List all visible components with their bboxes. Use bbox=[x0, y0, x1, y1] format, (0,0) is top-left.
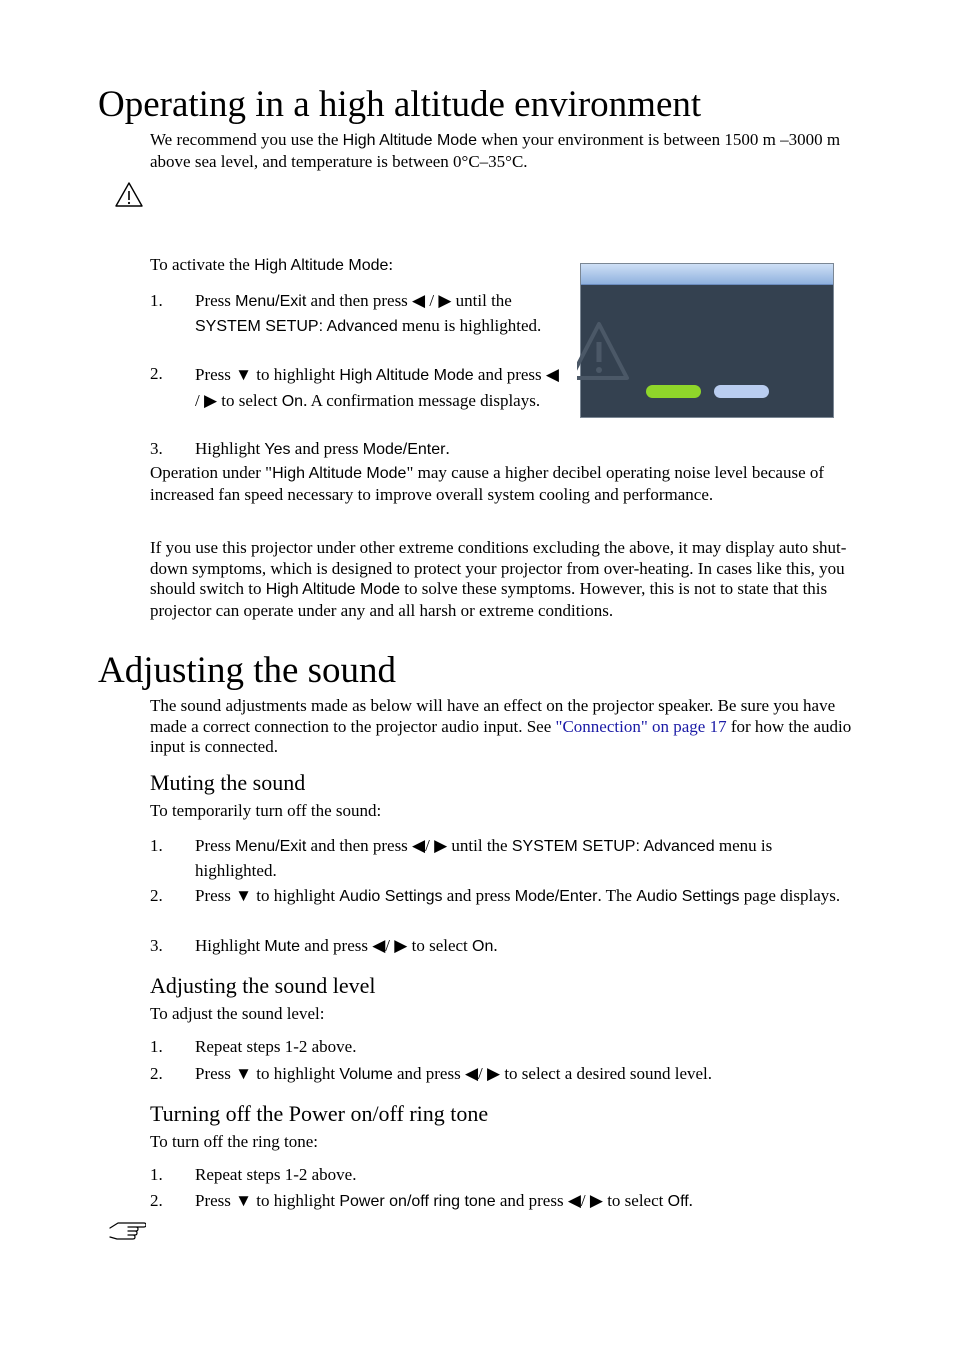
high-altitude-step-1: Press Menu/Exit and then press ◀ / ▶ until the SYSTEM SETUP: Advanced menu is highlighted. bbox=[195, 291, 542, 335]
step-number: 3. bbox=[150, 936, 163, 955]
pointing-hand-icon bbox=[108, 1220, 146, 1244]
step-number: 1. bbox=[150, 1165, 163, 1184]
connection-page-link[interactable]: "Connection" on page 17 bbox=[555, 716, 727, 736]
sound-level-step-1: Repeat steps 1-2 above. bbox=[195, 1037, 357, 1056]
sound-level-lead: To adjust the sound level: bbox=[150, 1004, 325, 1023]
dialog-yes-button bbox=[646, 385, 701, 398]
high-altitude-step-2: Press ▼ to highlight High Altitude Mode and press ◀ / ▶ to select On. A confirmation message displays. bbox=[195, 365, 559, 410]
extreme-conditions-paragraph: If you use this projector under other extreme conditions excluding the above, it may display auto shut-down symptoms, which is designed to protect your projector from over-heating. In cases like this, you should switch to High Altitude Mode to solve these symptoms. However, this is not to state that this projector can operate under any and all harsh or extreme conditions. bbox=[150, 538, 847, 620]
ring-tone-step-1: Repeat steps 1-2 above. bbox=[195, 1165, 357, 1184]
section-title-adjusting-sound: Adjusting the sound bbox=[98, 650, 397, 691]
step-number: 1. bbox=[150, 1037, 163, 1056]
muting-step-1: Press Menu/Exit and then press ◀/ ▶ until the SYSTEM SETUP: Advanced menu is highlighted. bbox=[195, 836, 773, 880]
muting-lead: To temporarily turn off the sound: bbox=[150, 801, 382, 820]
step-number: 3. bbox=[150, 439, 163, 458]
high-altitude-note: Operation under "High Altitude Mode" may cause a higher decibel operating noise level because of increased fan speed necessary to improve overall system cooling and performance. bbox=[150, 463, 825, 504]
subsection-title-muting: Muting the sound bbox=[150, 770, 306, 795]
sound-level-step-2: Press ▼ to highlight Volume and press ◀/ ▶ to select a desired sound level. bbox=[195, 1064, 713, 1083]
muting-step-2: Press ▼ to highlight Audio Settings and press Mode/Enter. The Audio Settings page displays. bbox=[195, 886, 841, 905]
step-number: 2. bbox=[150, 1064, 163, 1083]
step-number: 2. bbox=[150, 886, 163, 905]
high-altitude-step-3: Highlight Yes and press Mode/Enter. bbox=[195, 439, 450, 458]
warning-icon bbox=[577, 320, 635, 382]
section-title-high-altitude: Operating in a high altitude environment bbox=[98, 84, 702, 125]
subsection-title-sound-level: Adjusting the sound level bbox=[150, 973, 376, 998]
warning-icon bbox=[114, 181, 144, 209]
sound-intro: The sound adjustments made as below will have an effect on the projector speaker. Be sure you have made a correct connection to the projector audio input. See "Connection" on page 17 for how the audio input is connected. bbox=[150, 696, 852, 756]
activate-lead: To activate the High Altitude Mode: bbox=[150, 255, 394, 274]
step-number: 1. bbox=[150, 836, 163, 855]
muting-step-3: Highlight Mute and press ◀/ ▶ to select On. bbox=[195, 936, 498, 955]
ring-tone-step-2: Press ▼ to highlight Power on/off ring tone and press ◀/ ▶ to select Off. bbox=[195, 1191, 693, 1210]
step-number: 2. bbox=[150, 1191, 163, 1210]
dialog-title-bar bbox=[581, 264, 833, 285]
high-altitude-intro: We recommend you use the High Altitude Mode when your environment is between 1500 m –3000 m above sea level, and temperature is between 0°C–35°C. bbox=[150, 130, 841, 171]
step-number: 2. bbox=[150, 364, 163, 383]
step-number: 1. bbox=[150, 291, 163, 310]
confirmation-dialog-screenshot bbox=[580, 263, 834, 418]
ring-tone-lead: To turn off the ring tone: bbox=[150, 1132, 318, 1151]
dialog-no-button bbox=[714, 385, 769, 398]
subsection-title-ring-tone: Turning off the Power on/off ring tone bbox=[150, 1101, 489, 1126]
